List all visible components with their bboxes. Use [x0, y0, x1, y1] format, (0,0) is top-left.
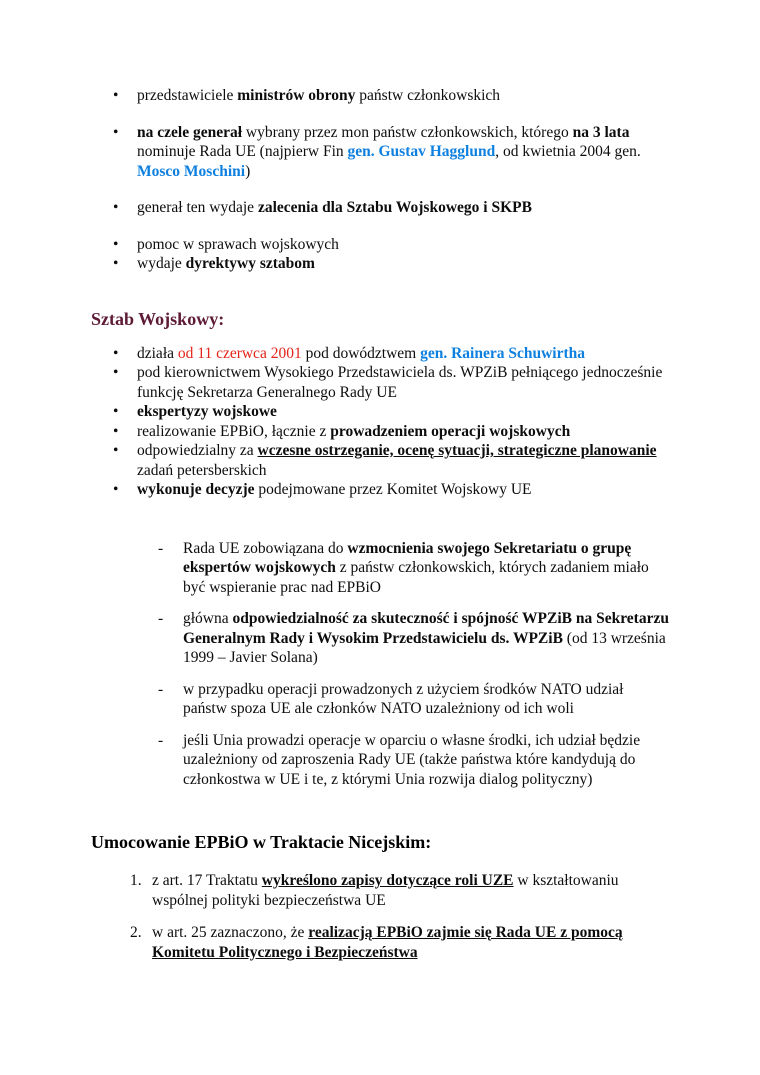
text-segment: pod kierownictwem Wysokiego Przedstawiciela ds. WPZiB pełniącego jednocześnie funkcję Sekretarza Generalnego Rady UE — [137, 364, 663, 401]
item-text — [152, 872, 619, 909]
text-segment: nominuje Rada UE (najpierw Fin — [137, 143, 348, 160]
text-segment: jeśli Unia prowadzi operacje w oparciu o własne środki, ich udział będzie uzależniony od zaproszenia Rady UE (także państwa które kandydują do członkostwa w UE i te, z którymi Unia rozwija dialog polityczny) — [183, 731, 641, 788]
number-marker: 1. — [130, 872, 142, 889]
bullet-item — [91, 402, 670, 422]
bullet-marker: • — [113, 235, 119, 253]
number-marker: 2. — [130, 924, 142, 941]
item-text — [137, 236, 339, 253]
text-segment: wzmocnienia swojego Sekretariatu o grupę ekspertów wojskowych — [183, 539, 632, 576]
text-segment: w art. 25 zaznaczono, że — [152, 924, 309, 941]
text-segment: realizowanie EPBiO, łącznie z — [137, 422, 331, 440]
text-segment: wykreślono zapisy dotyczące roli UZE — [261, 872, 514, 889]
text-segment: generał ten wydaje — [137, 199, 258, 216]
dash-marker: - — [158, 539, 164, 557]
text-segment: zadań petersberskich — [137, 461, 267, 479]
dash-item — [91, 609, 670, 668]
text-segment: podejmowane przez Komitet Wojskowy UE — [254, 481, 532, 498]
bullet-marker: • — [113, 344, 119, 362]
item-text — [152, 924, 623, 961]
text-segment: , od kwietnia 2004 gen. — [495, 143, 641, 160]
bullet-item — [91, 480, 670, 500]
bullet-marker: • — [113, 442, 119, 459]
bullet-list — [91, 86, 670, 274]
text-segment: na czele generał — [137, 123, 243, 141]
bullet-marker: • — [113, 255, 119, 272]
bullet-marker: • — [113, 422, 119, 440]
item-text — [137, 481, 532, 498]
text-segment: od 11 czerwca 2001 — [177, 344, 302, 362]
text-segment: (od 13 września 1999 – Javier Solana) — [183, 629, 666, 666]
text-segment: pomoc w sprawach wojskowych — [137, 235, 339, 253]
bullet-item — [91, 235, 670, 255]
bullet-item — [91, 344, 670, 364]
item-text — [183, 681, 623, 718]
text-segment: wykonuje decyzje — [137, 481, 255, 498]
dash-item — [91, 539, 670, 598]
bullet-item — [91, 123, 670, 182]
bullet-marker: • — [113, 123, 119, 141]
bullet-item — [91, 86, 670, 106]
text-segment: dyrektywy sztabom — [185, 255, 315, 272]
section-heading: Umocowanie EPBiO w Traktacie Nicejskim: — [91, 832, 432, 852]
text-segment: wydaje — [137, 255, 186, 272]
numbered-item — [91, 871, 670, 910]
item-text — [183, 540, 649, 596]
item-text — [137, 442, 657, 479]
dash-marker: - — [158, 610, 164, 627]
text-segment: odpowiedzialność za skuteczność i spójność WPZiB na Sekretarzu Generalnym Rady i Wysokim Przedstawicielu ds. WPZiB — [183, 610, 669, 647]
bullet-marker: • — [113, 199, 119, 216]
text-segment: zalecenia dla Sztabu Wojskowego i SKPB — [257, 199, 532, 216]
text-segment: w kształtowaniu wspólnej polityki bezpieczeństwa UE — [152, 872, 619, 909]
item-text — [137, 345, 585, 362]
dash-marker: - — [158, 680, 164, 698]
item-text — [137, 255, 315, 272]
bullet-item — [91, 363, 670, 402]
text-segment: z art. 17 Traktatu — [152, 872, 262, 889]
dash-marker: - — [158, 731, 164, 749]
text-segment: pod dowództwem — [301, 344, 421, 362]
bullet-item — [91, 198, 670, 218]
bullet-marker: • — [113, 403, 119, 420]
section-heading: Sztab Wojskowy: — [91, 308, 225, 329]
text-segment: ) — [245, 162, 251, 180]
numbered-list — [91, 871, 670, 962]
item-text — [183, 610, 669, 666]
dash-item — [91, 680, 670, 719]
item-text — [137, 199, 532, 216]
text-segment: Rada UE zobowiązana do — [183, 539, 348, 557]
text-segment: realizacją EPBiO zajmie się Rada UE z pomocą Komitetu Politycznego i Bezpieczeństwa — [152, 924, 623, 961]
text-segment: ekspertyzy wojskowe — [137, 403, 277, 420]
bullet-marker: • — [113, 87, 119, 104]
item-text — [137, 403, 277, 420]
text-segment: gen. Gustav Hagglund — [347, 143, 496, 160]
text-segment: państw członkowskich — [355, 87, 501, 104]
text-segment: prowadzeniem operacji wojskowych — [330, 422, 571, 440]
text-segment: główna — [183, 610, 233, 627]
bullet-list — [91, 344, 670, 500]
bullet-item — [91, 254, 670, 274]
text-segment: działa — [137, 344, 178, 362]
dash-list — [91, 539, 670, 790]
text-segment: na 3 lata — [572, 123, 630, 141]
text-segment: przedstawiciele — [137, 87, 238, 104]
dash-item — [91, 731, 670, 790]
text-segment: w przypadku operacji prowadzonych z użyciem środków NATO udział państw spoza UE ale członków NATO uzależniony od ich woli — [183, 680, 624, 717]
numbered-item — [91, 923, 670, 962]
bullet-item — [91, 441, 670, 480]
item-text — [137, 364, 662, 401]
item-text — [183, 732, 640, 788]
text-segment: odpowiedzialny za — [137, 442, 258, 459]
item-text — [137, 423, 570, 440]
bullet-item — [91, 422, 670, 442]
text-segment: ministrów obrony — [237, 87, 356, 104]
text-segment: Mosco Moschini — [137, 162, 246, 180]
text-segment: z państw członkowskich, których zadaniem miało być wspieranie prac nad EPBiO — [183, 559, 649, 596]
text-segment: wybrany przez mon państw członkowskich, którego — [242, 123, 573, 141]
text-segment: wczesne ostrzeganie, ocenę sytuacji, strategiczne planowanie — [257, 442, 657, 459]
item-text — [137, 124, 641, 180]
bullet-marker: • — [113, 481, 119, 498]
item-text — [137, 87, 500, 104]
text-segment: gen. Rainera Schuwirtha — [420, 344, 586, 362]
bullet-marker: • — [113, 364, 119, 381]
